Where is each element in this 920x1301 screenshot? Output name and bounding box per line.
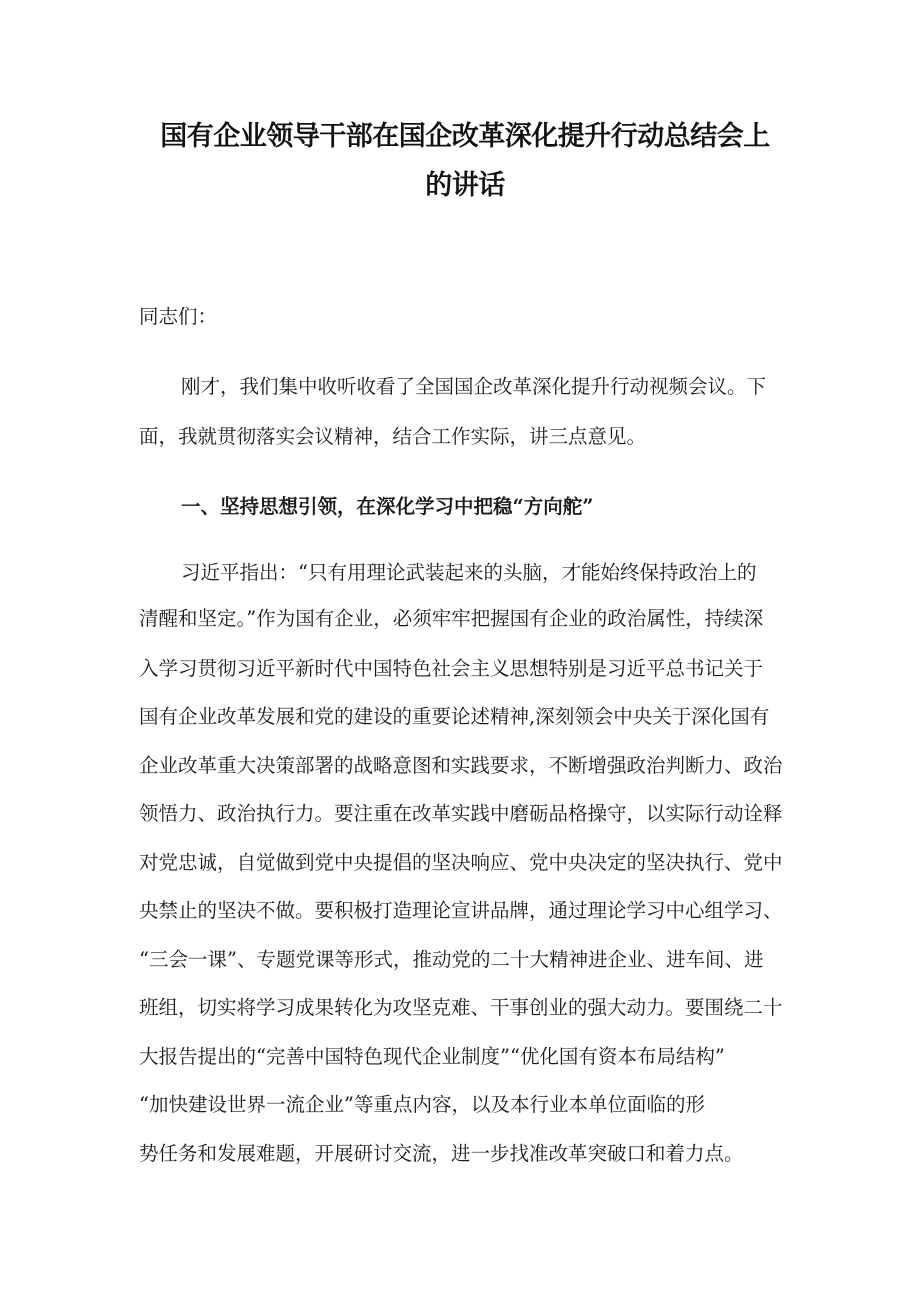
document-title-line-2: 的讲话 [425,170,505,201]
body-line: 清醒和坚定。”作为国有企业，必须牢牢把握国有企业的政治属性，持续深 [139,607,764,630]
body-line: 入学习贯彻习近平新时代中国特色社会主义思想特别是习近平总书记关于 [139,657,764,680]
body-line: 班组，切实将学习成果转化为攻坚克难、干事创业的强大动力。要围绕二十 [139,996,783,1019]
body-line: 国有企业改革发展和党的建设的重要论述精神,深刻领会中央关于深化国有 [139,705,770,728]
document-title-line-1: 国有企业领导干部在国企改革深化提升行动总结会上 [160,121,770,152]
body-line: 习近平指出：“只有用理论武装起来的头脑，才能始终保持政治上的 [181,561,757,584]
body-line: 企业改革重大决策部署的战略意图和实践要求，不断增强政治判断力、政治 [139,754,783,777]
body-line: “三会一课”、专题党课等形式，推动党的二十大精神进企业、进车间、进 [139,948,764,971]
body-line: 央禁止的坚决不做。要积极打造理论宣讲品牌，通过理论学习中心组学习、 [139,899,783,922]
intro-line: 刚才，我们集中收听收看了全国国企改革深化提升行动视频会议。下 [181,375,767,398]
intro-line: 面，我就贯彻落实会议精神，结合工作实际，讲三点意见。 [139,425,647,448]
section-heading: 一、坚持思想引领，在深化学习中把稳“方向舵” [181,495,594,518]
salutation: 同志们： [139,305,218,328]
body-line: 对党忠诚，自觉做到党中央提倡的坚决响应、党中央决定的坚决执行、党中 [139,851,783,874]
body-line: 势任务和发展难题，开展研讨交流，进一步找准改革突破口和着力点。 [139,1142,744,1165]
body-line: 大报告提出的“完善中国特色现代企业制度”“优化国有资本布局结构” [139,1045,725,1068]
body-line: “加快建设世界一流企业”等重点内容，以及本行业本单位面临的形 [139,1093,705,1116]
body-line: 领悟力、政治执行力。要注重在改革实践中磨砺品格操守，以实际行动诠释 [139,802,783,825]
